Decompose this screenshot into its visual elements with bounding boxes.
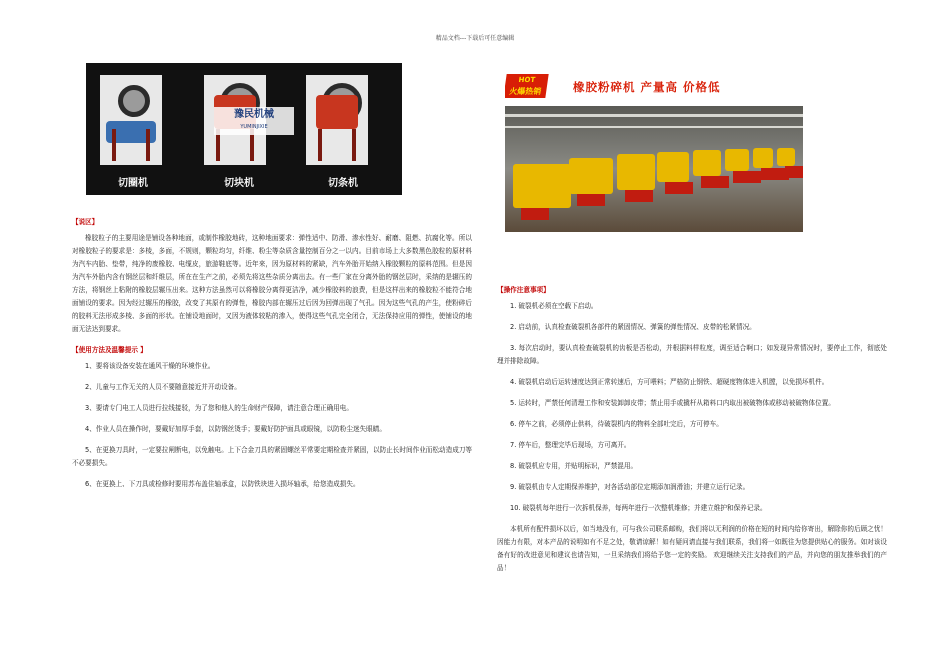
caption-strip-cutter: 切条机 bbox=[328, 178, 358, 189]
factory-scene bbox=[505, 106, 803, 232]
hot-sale-badge bbox=[505, 74, 549, 98]
ops-item: 9. 破裂机由专人定期保养维护，对各活动部位定期添加润滑油；并建立运行记录。 bbox=[510, 483, 750, 491]
closing-paragraph: 本机所有配件损坏以后，如当地没有，可与我公司联系邮购，我们将以无利润的价格在短的时间内给你寄出，解除你的后顾之忧！ 因能力有限，对本产品的说明如有不足之处，敬请谅解！如有疑问请直接与我们联系，我们将一如既往为您提供贴心的服务。如对该设备有好的改进意见和建议也请告知，一旦采纳我们将给予您一定的奖励。 欢迎继续关注支持我们的产品，并向您的朋友推举我们的产品！ bbox=[497, 525, 887, 572]
crusher-machine bbox=[513, 164, 571, 208]
caption-block-cutter: 切块机 bbox=[224, 178, 254, 189]
usage-item: 2、儿童与工作无关的人员不要随意接近并开动设备。 bbox=[85, 383, 241, 391]
overhead-pipe bbox=[505, 114, 803, 117]
ops-item: 7. 停车后，整理完毕后现场，方可离开。 bbox=[510, 441, 631, 449]
usage-item: 6、在更换上、下刀具或检修时要用苏布盖住轴承盒，以防铁块进入损坏轴承，给您造成损失。 bbox=[85, 480, 360, 488]
hot-badge-line1: HOT bbox=[517, 76, 536, 84]
crusher-machine bbox=[753, 148, 773, 168]
left-column bbox=[72, 216, 472, 499]
machine-legs bbox=[318, 129, 356, 161]
promo-title: 橡胶粉碎机 产量高 价格低 bbox=[573, 80, 721, 94]
caption-ring-cutter: 切圈机 bbox=[118, 178, 148, 189]
usage-item: 4、作业人员在操作时，要戴好加厚手套，以防钢丝烫手；要戴好防护面具或眼镜，以防粉尘迷失眼睛。 bbox=[85, 425, 386, 433]
right-column bbox=[497, 284, 887, 583]
ops-item: 5. 运转时，严禁任何清理工作和安装卸卸皮带；禁止用手或撬杆从箱料口内取出被破物体或移动被破物体位置。 bbox=[510, 399, 835, 407]
usage-item: 1、要将该设备安装在通风干燥的环境作业。 bbox=[85, 362, 215, 370]
ring-cutter-machine-image bbox=[100, 75, 162, 165]
ops-item: 6. 停车之前，必须停止供料，待破裂机内的物料全部吐完后，方可停车。 bbox=[510, 420, 723, 428]
crusher-machine bbox=[617, 154, 655, 190]
usage-item: 5、在更换刀具时，一定要拉闸断电，以免触电。上下合金刀具的紧固螺丝平常要定期检查并紧固，以防止长时间作业而松动造成刀等不必要损失。 bbox=[72, 446, 472, 467]
ops-section-title: 【操作注意事项】 bbox=[497, 286, 550, 294]
crusher-machine bbox=[693, 150, 721, 176]
cutting-machines-photo bbox=[86, 63, 402, 195]
crusher-machine bbox=[725, 149, 749, 171]
usage-item: 3、要请专门电工人员进行拉线接驳，为了您和他人的生命财产保障，请注意合理正确用电。 bbox=[85, 404, 353, 412]
crusher-machine bbox=[777, 148, 795, 166]
ops-item: 3. 每次启动时，要认真检查破裂机的齿板是否松动，并根据料样粒度，调至适合啊口；如发现异常情况时，要停止工作，彻底处理并排除故障。 bbox=[497, 344, 887, 365]
ops-item: 10. 破裂机每年进行一次拆机保养，每两年进行一次整机维修；并建立维护和保养记录。 bbox=[510, 504, 767, 512]
crusher-machine bbox=[657, 152, 689, 182]
ops-item: 4. 破裂机启动后运转速度达到正常转速后，方可喂料；严格防止钢铁、超硬度物体进入机膛，以免损坏机件。 bbox=[510, 378, 829, 386]
rubber-crusher-photo bbox=[505, 72, 803, 232]
machine-legs bbox=[112, 129, 150, 161]
hot-badge-line2: 火爆热销 bbox=[508, 87, 542, 96]
crusher-machine bbox=[569, 158, 613, 194]
ops-item: 8. 破裂机应专用，并贴明标识，严禁混用。 bbox=[510, 462, 638, 470]
machine-wheel bbox=[118, 85, 150, 117]
promo-banner bbox=[505, 72, 803, 106]
machine-body bbox=[316, 95, 358, 129]
intro-section-title: 【说区】 bbox=[72, 218, 99, 226]
page-header: 精品文档---下载后可任意编辑 bbox=[435, 35, 515, 42]
brand-logo bbox=[214, 107, 294, 135]
ops-item: 1. 破裂机必须在空载下启动。 bbox=[510, 302, 598, 310]
overhead-pipe bbox=[505, 126, 803, 128]
ops-item: 2. 启动前，认真检查破裂机各部件的紧固情况、弹簧的弹性情况、皮带的松紧情况。 bbox=[510, 323, 756, 331]
brand-logo-text: 豫民机械 bbox=[234, 109, 274, 120]
brand-logo-subtext: YUMINJIXIE bbox=[240, 124, 268, 130]
strip-cutter-machine-image bbox=[306, 75, 368, 165]
intro-paragraph: 橡胶粒子的主要用途是铺设各种地面，或制作橡胶地砖，这种地面要求：弹性适中、防滑、渗水性好、耐磨、阻燃、抗腐化等。所以对橡胶粒子的要求是：多棱，多面，不规则，颗粒均匀，纤维、粉尘等杂质含量控制百分之一以内。目前市场上大多数黑色胶粒的原材料为汽车内胎、垫带，纯净的废橡胶、电缆皮，旅游鞋底等。近年来，因为原材料的紧缺，汽车外胎开始纳入橡胶颗粒的原料范围。但是因为汽车外胎内含有钢丝层和纤维层，所在在生产之前，必须先将这些杂质分离出去。有一些厂家在分离外胎的钢丝层时，采纳的是辗压的方法，将钢丝上粘附的橡胶层辗压出来。这种方法虽然可以将橡胶分离得更洁净，减少橡胶料的浪费，但是这样出来的橡胶粒不能符合地面铺设的要求。因为经过辗压的橡胶，改变了其原有的弹性，橡胶内部在辗压过后因为回弹出现了气孔。因为这些气孔的产生，使粉碎后的胶料无法形成多棱、多面的形状。在铺设地面时，又因为液体较粘的渗入，使得这些气孔完全闭合，无法保持应用的弹性，使铺设的地面无法达到要求。 bbox=[72, 234, 472, 333]
usage-section-title: 【使用方法及温馨提示 】 bbox=[72, 346, 147, 354]
